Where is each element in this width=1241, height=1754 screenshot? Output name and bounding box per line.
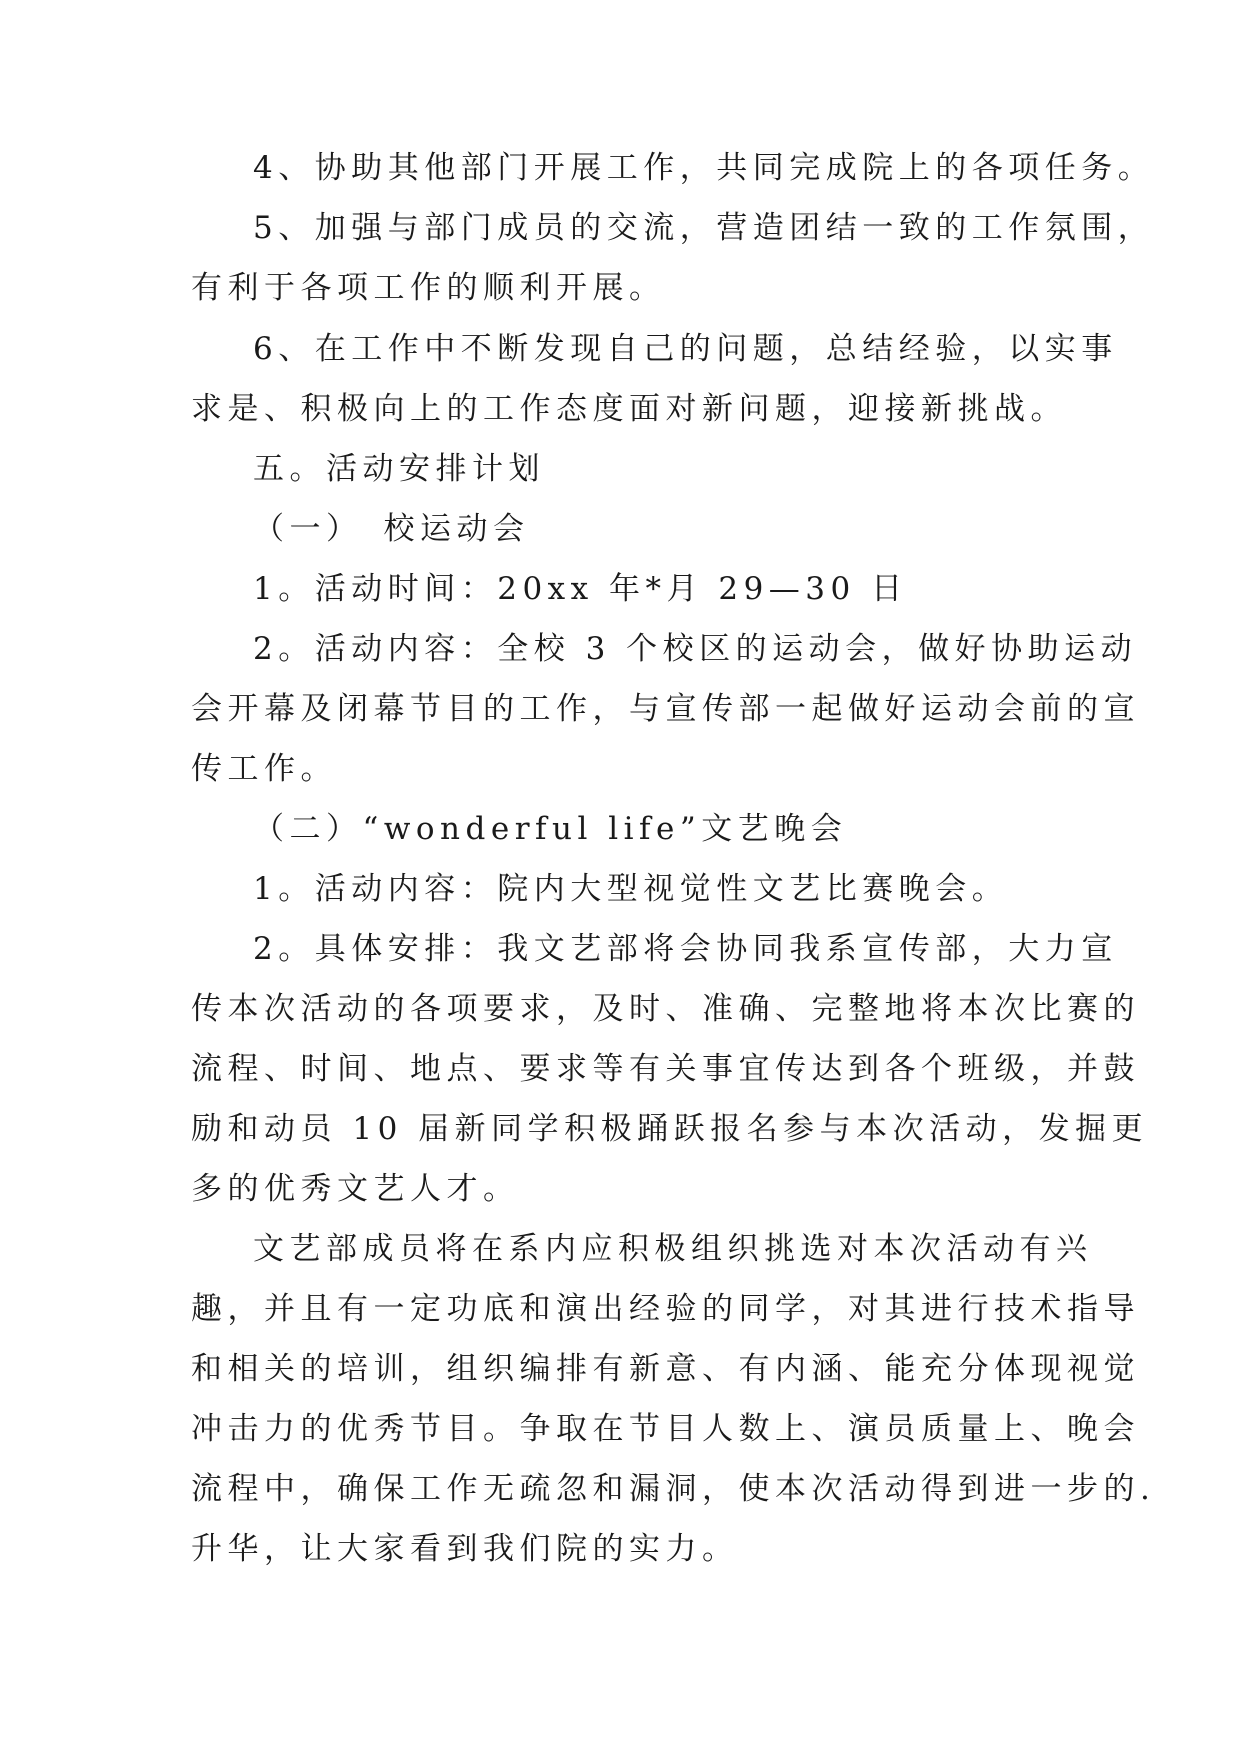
- paragraph-line: 和相关的培训，组织编排有新意、有内涵、能充分体现视觉: [191, 1351, 1140, 1387]
- paragraph-line: 5、加强与部门成员的交流，营造团结一致的工作氛围，: [253, 210, 1155, 246]
- paragraph-line: 多的优秀文艺人才。: [191, 1171, 520, 1207]
- paragraph-line: 文艺部成员将在系内应积极组织挑选对本次活动有兴: [253, 1231, 1093, 1267]
- paragraph-line: 2。具体安排：我文艺部将会协同我系宣传部，大力宣: [253, 931, 1118, 967]
- paragraph-line: 4、协助其他部门开展工作，共同完成院上的各项任务。: [253, 150, 1155, 186]
- paragraph-line: 1。活动内容：院内大型视觉性文艺比赛晚会。: [253, 871, 1009, 907]
- paragraph-line: 趣，并且有一定功底和演出经验的同学，对其进行技术指导: [191, 1291, 1140, 1327]
- paragraph-line: 传工作。: [191, 751, 337, 787]
- paragraph-line: 6、在工作中不断发现自己的问题，总结经验，以实事: [253, 331, 1118, 367]
- paragraph-line: 求是、积极向上的工作态度面对新问题，迎接新挑战。: [191, 391, 1067, 427]
- section-heading: 五。活动安排计划: [253, 451, 545, 487]
- paragraph-line: 传本次活动的各项要求，及时、准确、完整地将本次比赛的: [191, 991, 1140, 1027]
- subsection-heading: （二）“wonderful life”文艺晚会: [253, 811, 848, 847]
- paragraph-line: 1。活动时间：20xx 年*月 29—30 日: [253, 571, 908, 607]
- paragraph-line: 会开幕及闭幕节目的工作，与宣传部一起做好运动会前的宣: [191, 691, 1140, 727]
- paragraph-line: 有利于各项工作的顺利开展。: [191, 270, 666, 306]
- paragraph-line: 2。活动内容：全校 3 个校区的运动会，做好协助运动: [253, 631, 1138, 667]
- paragraph-line: 流程、时间、地点、要求等有关事宜传达到各个班级，并鼓: [191, 1051, 1140, 1087]
- paragraph-line: 升华，让大家看到我们院的实力。: [191, 1531, 739, 1567]
- paragraph-line: 流程中，确保工作无疏忽和漏洞，使本次活动得到进一步的.: [191, 1471, 1156, 1507]
- paragraph-line: 冲击力的优秀节目。争取在节目人数上、演员质量上、晚会: [191, 1411, 1140, 1447]
- paragraph-line: 励和动员 10 届新同学积极踊跃报名参与本次活动，发掘更: [191, 1111, 1149, 1147]
- subsection-heading: （一） 校运动会: [253, 511, 530, 547]
